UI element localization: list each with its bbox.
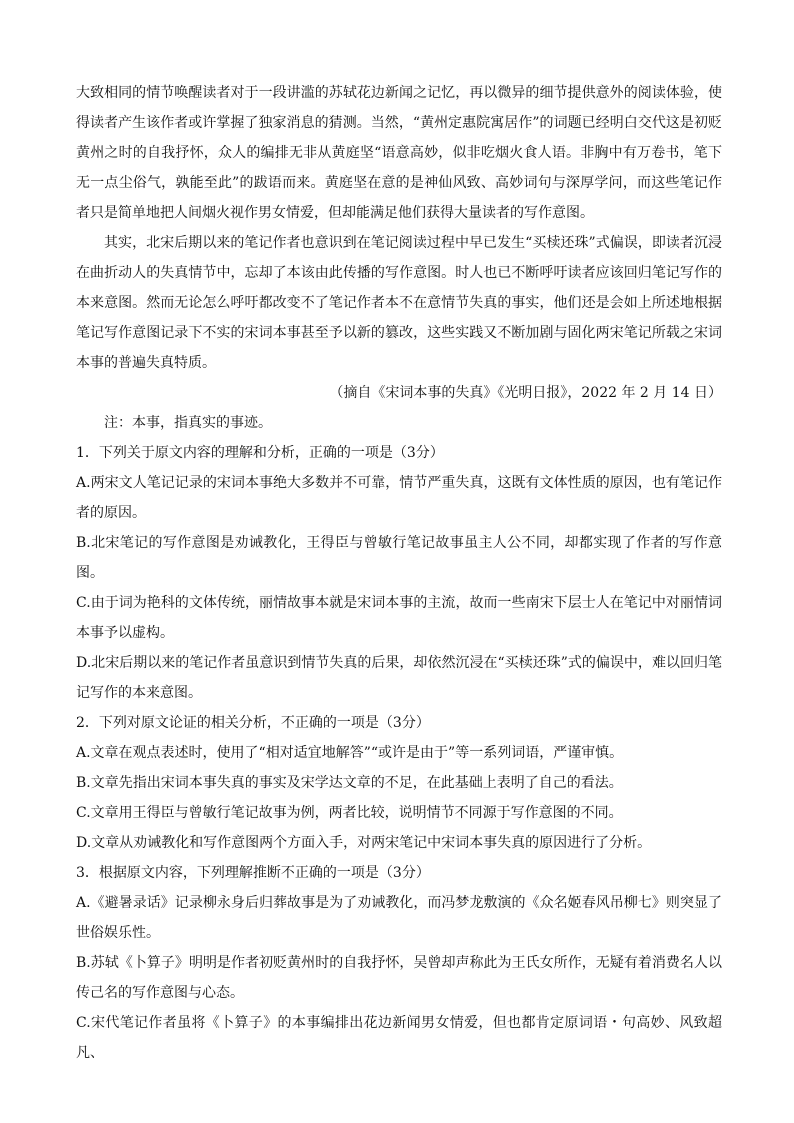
question-3-option-c: C.宋代笔记作者虽将《卜算子》的本事编排出花边新闻男女情爱，但也都肯定原词语・句高妙、风致超凡、 — [76, 1015, 722, 1061]
question-2 — [76, 708, 722, 858]
question-2-option-d: D.文章从劝诫教化和写作意图两个方面入手，对两宋笔记中宋词本事失真的原因进行了分析。 — [76, 835, 652, 851]
question-3 — [76, 858, 722, 1068]
question-2-option-c: C.文章用王得臣与曾敏行笔记故事为例，两者比较，说明情节不同源于写作意图的不同。 — [76, 805, 623, 821]
question-2-stem: 2．下列对原文论证的相关分析，不正确的一项是（3分） — [76, 715, 430, 731]
question-1-option-a: A.两宋文人笔记记录的宋词本事绝大多数并不可靠，情节严重失真，这既有文体性质的原因，也有笔记作者的原因。 — [76, 475, 722, 521]
question-3-option-a: A.《避暑录话》记录柳永身后归葬故事是为了劝诫教化，而冯梦龙敷演的《众名姬春风吊柳七》则突显了世俗娱乐性。 — [76, 895, 722, 941]
question-1-option-b: B.北宋笔记的写作意图是劝诫教化，王得臣与曾敏行笔记故事虽主人公不同，却都实现了作者的写作意图。 — [76, 535, 722, 581]
question-3-stem: 3．根据原文内容，下列理解推断不正确的一项是（3分） — [76, 865, 430, 881]
passage-paragraph-1: 大致相同的情节唤醒读者对于一段讲滥的苏轼花边新闻之记忆，再以微异的细节提供意外的阅读体验，使得读者产生该作者或许掌握了独家消息的猜测。当然，“黄州定惠院寓居作”的词题已经明白交代这是初贬黄州之时的自我抒怀，众人的编排无非从黄庭坚“语意高妙，似非吃烟火食人语。非胸中有万卷书，笔下无一点尘俗气，孰能至此”的跋语而来。黄庭坚在意的是神仙风致、高妙词句与深厚学问，而这些笔记作者只是简单地把人间烟火视作男女情爱，但却能满足他们获得大量读者的写作意图。 — [76, 85, 722, 221]
question-2-option-a: A.文章在观点表述时，使用了“相对适宜地解答”“或许是由于”等一系列词语，严谨审慎。 — [76, 745, 624, 761]
question-1-option-c: C.由于词为艳科的文体传统，丽情故事本就是宋词本事的主流，故而一些南宋下层士人在笔记中对丽情词本事予以虚构。 — [76, 595, 722, 641]
passage-note: 注：本事，指真实的事迹。 — [104, 415, 272, 431]
question-1 — [76, 438, 722, 708]
document-content — [76, 78, 722, 1068]
question-3-option-b: B.苏轼《卜算子》明明是作者初贬黄州时的自我抒怀，吴曾却声称此为王氏女所作，无疑有着消费名人以传己名的写作意图与心态。 — [76, 955, 722, 1001]
passage-source: （摘自《宋词本事的失真》《光明日报》，2022 年 2 月 14 日） — [329, 385, 722, 401]
passage-paragraph-2: 其实，北宋后期以来的笔记作者也意识到在笔记阅读过程中早已发生“买椟还珠”式偏误，即读者沉浸在曲折动人的失真情节中，忘却了本该由此传播的写作意图。时人也已不断呼吁读者应该回归笔记写作的本来意图。然而无论怎么呼吁都改变不了笔记作者本不在意情节失真的事实，他们还是会如上所述地根据笔记写作意图记录下不实的宋词本事甚至予以新的篡改，这些实践又不断加剧与固化两宋笔记所载之宋词本事的普遍失真特质。 — [76, 235, 722, 371]
question-2-option-b: B.文章先指出宋词本事失真的事实及宋学达文章的不足，在此基础上表明了自己的看法。 — [76, 775, 623, 791]
question-1-option-d: D.北宋后期以来的笔记作者虽意识到情节失真的后果，却依然沉浸在“买椟还珠”式的偏误中，难以回归笔记写作的本来意图。 — [76, 655, 722, 701]
question-1-stem: 1．下列关于原文内容的理解和分析，正确的一项是（3分） — [76, 445, 444, 461]
